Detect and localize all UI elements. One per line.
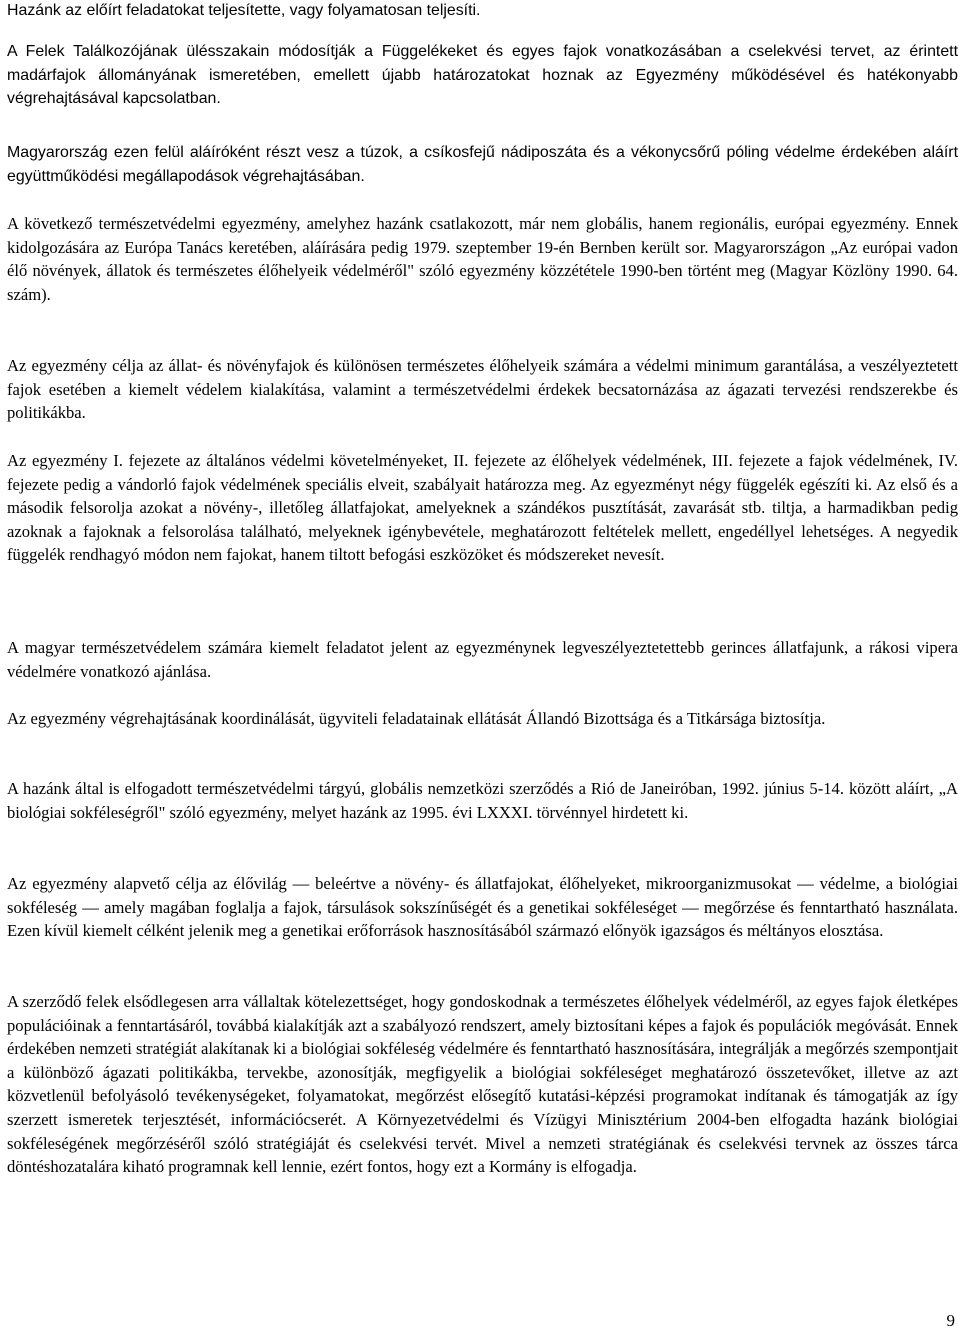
paragraph: Hazánk az előírt feladatokat teljesítette, vagy folyamatosan teljesíti. xyxy=(7,2,481,19)
paragraph: A Felek Találkozójának ülésszakain módosítják a Függelékeket és egyes fajok vonatkozásában a cselekvési tervet, az érintett madárfajok állományának ismeretében, emellett újabb határozatokat hoznak az Egyezmény működésével és hatékonyabb végrehajtásával kapcsolatban. xyxy=(7,43,958,108)
paragraph: Az egyezmény I. fejezete az általános védelmi követelményeket, II. fejezete az élőhelyek védelmének, III. fejezete a fajok védelmének, IV. fejezete pedig a vándorló fajok védelmének speciális elveit, szabályait határozza meg. Az egyezményt négy függelék egészíti ki. Az első és a második felsorolja azokat a növény-, illetőleg állatfajokat, amelyeknek a szándékos pusztítását, zavarását stb. tiltja, a harmadikban pedig azoknak a fajoknak a felsorolása található, melyeknek igénybevétele, meghatározott feltételek mellett, engedéllyel lehetséges. A negyedik függelék rendhagyó módon nem fajokat, hanem tiltott befogási eszközöket és módszereket nevesít. xyxy=(7,451,958,565)
paragraph: Az egyezmény célja az állat- és növényfajok és különösen természetes élőhelyeik számára a védelmi minimum garantálása, a veszélyeztetett fajok esetében a kiemelt védelem kialakítása, valamint a természetvédelmi érdekek becsatornázása az ágazati tervezési rendszerekbe és politikákba. xyxy=(7,356,958,423)
paragraph: A szerződő felek elsődlegesen arra vállaltak kötelezettséget, hogy gondoskodnak a természetes élőhelyek védelméről, az egyes fajok életképes populációinak a fenntartásáról, továbbá kialakítják azt a szabályozó rendszert, amely biztosítani képes a fajok és populációk megóvását. Ennek érdekében nemzeti stratégiát alakítanak ki a biológiai sokféleség védelmére és fenntartható hasznosítására, integrálják a megőrzés szempontjait a különböző ágazati politikákba, tervekbe, azonosítják, megfigyelik a biológiai sokféleséget meghatározó összetevőket, illetve az azt közvetlenül befolyásoló tevékenységeket, folyamatokat, megőrzést elősegítő kutatási-képzési programokat indítanak és támogatják az így szerzett ismeretek terjesztését, információcserét. A Környezetvédelmi és Vízügyi Minisztérium 2004-ben elfogadta hazánk biológiai sokféleségének megőrzéséről szóló stratégiáját és cselekvési tervét. Mivel a nemzeti stratégiának és cselekvési tervnek az összes tárca döntéshozatalára kiható programnak kell lennie, ezért fontos, hogy ezt a Kormány is elfogadja. xyxy=(7,992,958,1177)
paragraph: Az egyezmény alapvető célja az élővilág — beleértve a növény- és állatfajokat, élőhelyeket, mikroorganizmusokat — védelme, a biológiai sokféleség — amely magában foglalja a fajok, társulások sokszínűségét és a genetikai sokféleséget — megőrzése és fenntartható használata. Ezen kívül kiemelt célként jelenik meg a genetikai erőforrások hasznosításából származó előnyök igazságos és méltányos elosztása. xyxy=(7,874,958,941)
paragraph: Magyarország ezen felül aláíróként részt vesz a túzok, a csíkosfejű nádiposzáta és a vékonycsőrű póling védelme érdekében aláírt együttműködési megállapodások végrehajtásában. xyxy=(7,144,958,185)
paragraph: A hazánk által is elfogadott természetvédelmi tárgyú, globális nemzetközi szerződés a Rió de Janeiróban, 1992. június 5-14. között aláírt, „A biológiai sokféleségről" szóló egyezmény, melyet hazánk az 1995. évi LXXXI. törvénnyel hirdetett ki. xyxy=(7,779,958,822)
paragraph: Az egyezmény végrehajtásának koordinálását, ügyviteli feladatainak ellátását Állandó Bizottsága és a Titkársága biztosítja. xyxy=(7,709,826,728)
paragraph: A következő természetvédelmi egyezmény, amelyhez hazánk csatlakozott, már nem globális, hanem regionális, európai egyezmény. Ennek kidolgozására az Európa Tanács keretében, aláírására pedig 1979. szeptember 19-én Bernben került sor. Magyarországon „Az európai vadon élő növények, állatok és természetes élőhelyeik védelméről" szóló egyezmény közzététele 1990-ben történt meg (Magyar Közlöny 1990. 64. szám). xyxy=(7,214,958,304)
page-number: 9 xyxy=(946,1311,955,1330)
paragraph: A magyar természetvédelem számára kiemelt feladatot jelent az egyezménynek legveszélyeztetettebb gerinces állatfajunk, a rákosi vipera védelmére vonatkozó ajánlása. xyxy=(7,638,958,681)
